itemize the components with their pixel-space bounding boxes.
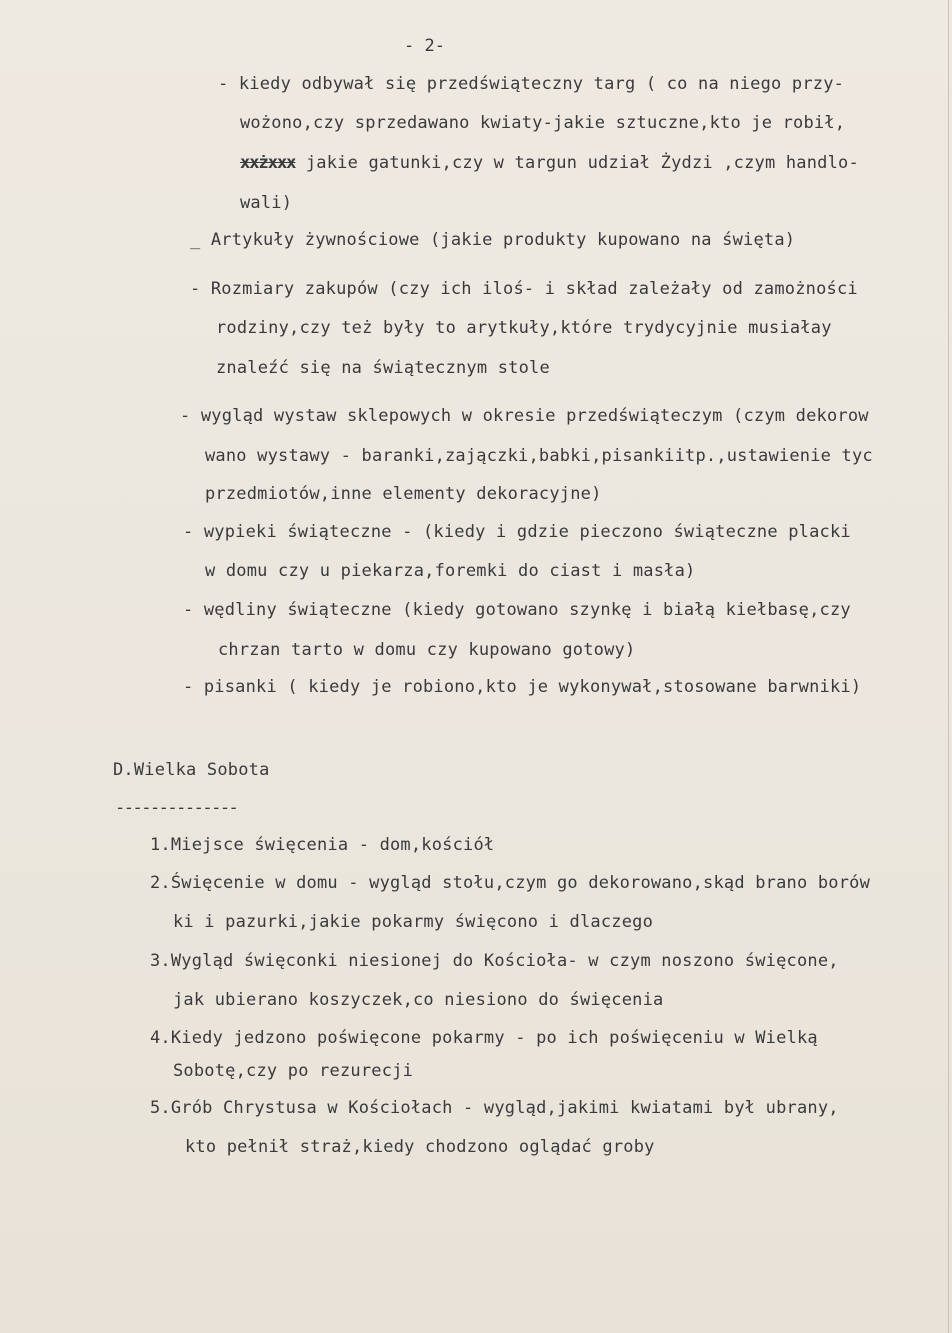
item-wystawy-line-3: przedmiotów,inne elementy dekoracyjne) — [205, 484, 602, 504]
item-1-line-1: 1.Miejsce święcenia - dom,kościół — [150, 835, 495, 855]
page-edge-line — [948, 0, 949, 1333]
item-4-line-2: Sobotę,czy po rezurecji — [173, 1061, 414, 1081]
item-4-line-1: 4.Kiedy jedzono poświęcone pokarmy - po ich poświęceniu w Wielką — [150, 1028, 818, 1048]
item-targ-line-1: - kiedy odbywał się przedświąteczny targ ( co na niego przy- — [218, 74, 845, 94]
item-wedliny-line-2: chrzan tarto w domu czy kupowano gotowy) — [218, 640, 636, 660]
item-rozmiary-line-3: znaleźć się na świątecznym stole — [216, 358, 550, 378]
struck-out-word: xxżxxx — [240, 153, 296, 173]
item-rozmiary-line-2: rodziny,czy też były to arytkuły,które trydycyjnie musiałay — [216, 318, 832, 338]
item-pisanki-line-1: - pisanki ( kiedy je robiono,kto je wykonywał,stosowane barwniki) — [183, 677, 862, 697]
item-3-line-1: 3.Wygląd święconki niesionej do Kościoła- w czym noszono święcone, — [150, 951, 839, 971]
item-wedliny-line-1: - wędliny świąteczne (kiedy gotowano szynkę i białą kiełbasę,czy — [183, 600, 851, 620]
item-targ-line-3 — [240, 153, 859, 173]
section-heading: D.Wielka Sobota — [113, 760, 270, 780]
heading-underline: -------------- — [115, 798, 238, 818]
item-targ-line-4: wali) — [240, 193, 293, 213]
item-3-line-2: jak ubierano koszyczek,co niesiono do święcenia — [173, 990, 664, 1010]
item-artykuly-line-1: _ Artykuły żywnościowe (jakie produkty kupowano na święta) — [190, 230, 796, 250]
item-5-line-1: 5.Grób Chrystusa w Kościołach - wygląd,jakimi kwiatami był ubrany, — [150, 1098, 839, 1118]
page-number: - 2- — [404, 36, 445, 56]
item-2-line-2: ki i pazurki,jakie pokarmy święcono i dlaczego — [173, 912, 654, 932]
item-wypieki-line-2: w domu czy u piekarza,foremki do ciast i masła) — [205, 561, 696, 581]
item-targ-line-3-text: jakie gatunki,czy w targun udział Żydzi ,czym handlo- — [295, 153, 859, 173]
item-targ-line-2: wożono,czy sprzedawano kwiaty-jakie sztuczne,kto je robił, — [240, 113, 846, 133]
item-wystawy-line-2: wano wystawy - baranki,zajączki,babki,pisankiitp.,ustawienie tyc — [205, 446, 873, 466]
item-5-line-2: kto pełnił straż,kiedy chodzono oglądać groby — [185, 1137, 655, 1157]
item-wystawy-line-1: - wygląd wystaw sklepowych w okresie przedświąteczym (czym dekorow — [180, 406, 869, 426]
item-rozmiary-line-1: - Rozmiary zakupów (czy ich iloś- i skład zależały od zamożności — [190, 279, 858, 299]
item-wypieki-line-1: - wypieki świąteczne - (kiedy i gdzie pieczono świąteczne placki — [183, 522, 851, 542]
item-2-line-1: 2.Święcenie w domu - wygląd stołu,czym go dekorowano,skąd brano borów — [150, 873, 871, 893]
